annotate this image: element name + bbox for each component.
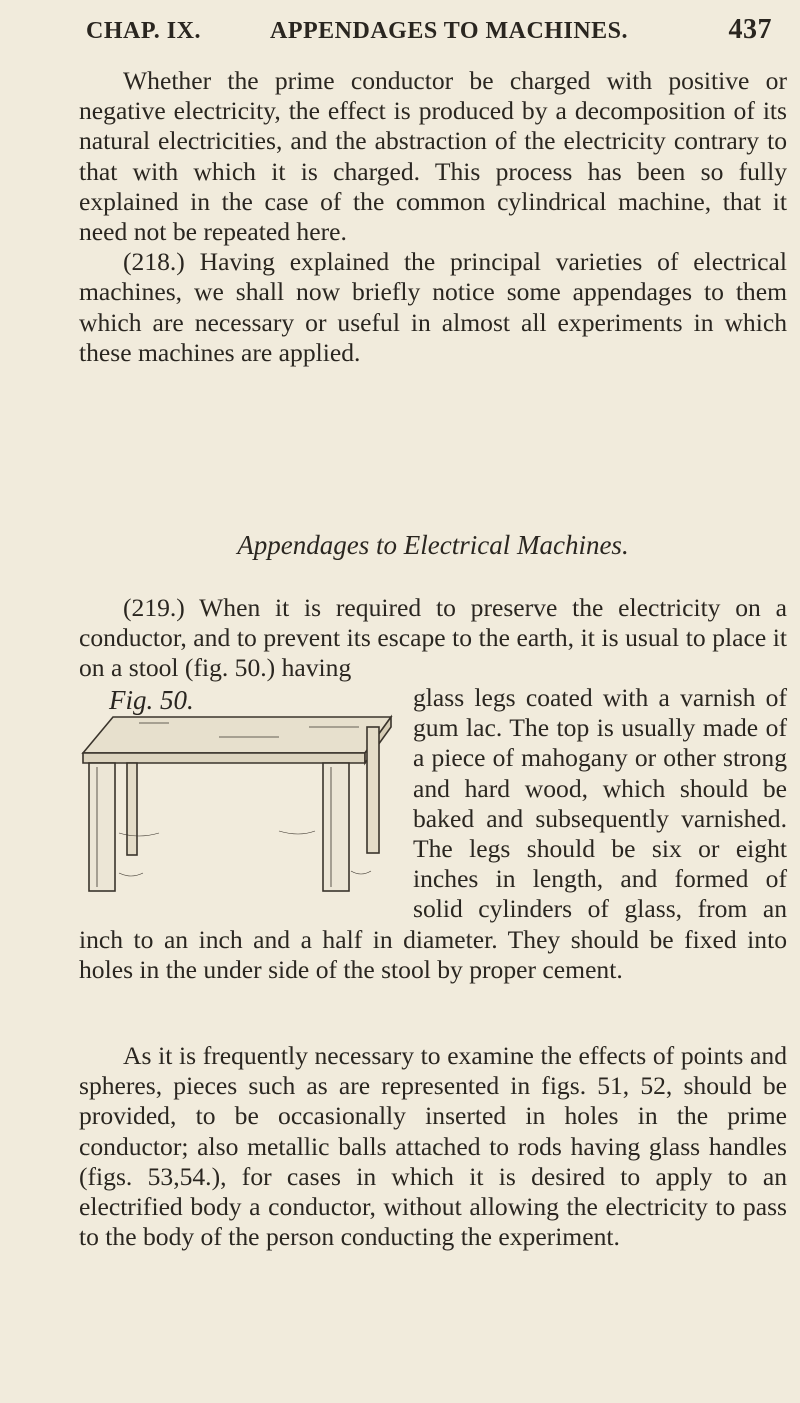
- opening-paragraphs: [79, 66, 787, 368]
- running-header: [86, 14, 772, 54]
- running-title: APPENDAGES TO MACHINES.: [270, 18, 628, 44]
- chapter-label: CHAP. IX.: [86, 18, 201, 44]
- paragraph-positive-negative: Whether the prime conductor be charged with positive or negative electricity, the effect is produced by a decomposition of its natural electricities, and the abstraction of the electricity contrary to that with which it is charged. This process has been so fully explained in the case of the common cylindrical machine, that it need not be repeated here.: [79, 66, 787, 247]
- page-number: 437: [728, 14, 772, 45]
- section-heading: Appendages to Electrical Machines.: [237, 530, 629, 560]
- glass-leg-front-left: [89, 763, 115, 891]
- figure-50: [79, 683, 397, 903]
- paragraph-219-intro: (219.) When it is required to preserve the electricity on a conductor, and to prevent its escape to the earth, it is usual to place it on a stool (fig. 50.) having: [79, 593, 787, 683]
- paragraph-points-spheres: As it is frequently necessary to examine the effects of points and spheres, pieces such as are represented in figs. 51, 52, should be provided, to be occasionally inserted in holes in the prime conductor; also metallic balls attached to rods having glass handles (figs. 53,54.), for cases in which it is desired to apply to an electrified body a conductor, without allowing the electricity to pass to the body of the person conducting the experiment.: [79, 1041, 787, 1252]
- glass-leg-back-left: [127, 763, 137, 855]
- insulating-stool-illustration: [79, 713, 397, 899]
- closing-paragraph-block: [79, 1041, 787, 1252]
- glass-leg-front-right: [323, 763, 349, 891]
- paragraph-218: (218.) Having explained the principal varieties of electrical machines, we shall now briefly notice some appendages to them which are necessary or useful in almost all experiments in which these machines are applied.: [79, 247, 787, 367]
- figure-wrap-area: [79, 683, 787, 985]
- paragraph-219-wrapped: glass legs coated with a varnish of gum lac. The top is usually made of a piece of mahogany or other strong and hard wood, which should be baked and subsequently varnished. The legs should be six or eight inches in length, and formed of solid cylinders of glass, from an inch to an inch and a half in diameter. They should be fixed into holes in the under side of the stool by proper cement.: [79, 683, 787, 984]
- stool-top: [83, 717, 391, 753]
- stool-top-edge: [83, 753, 365, 763]
- figure-caption: Fig. 50.: [109, 685, 194, 715]
- glass-leg-back-right: [367, 727, 379, 853]
- paragraph-219-intro-block: [79, 593, 787, 684]
